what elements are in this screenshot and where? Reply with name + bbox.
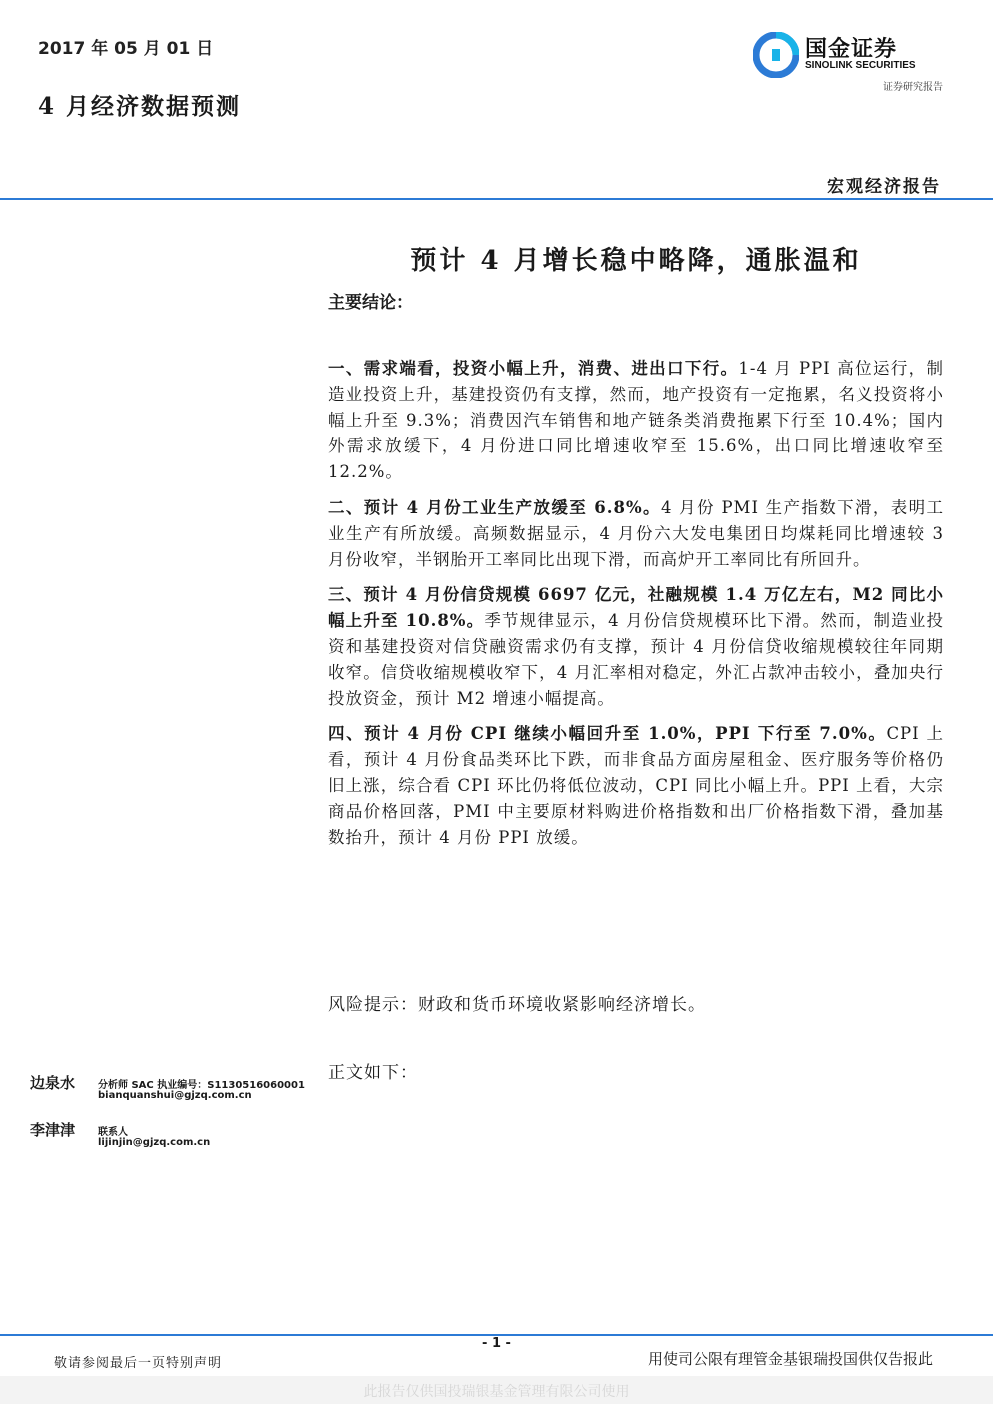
page-number: - 1 - bbox=[482, 1336, 511, 1351]
conclusions-body bbox=[328, 356, 944, 860]
logo-subtitle: 证券研究报告 bbox=[883, 82, 943, 93]
report-date: 2017 年 05 月 01 日 bbox=[38, 39, 214, 59]
conclusion-label: 主要结论： bbox=[328, 293, 413, 313]
paragraph-lead: 三、预计 4 月份信贷规模 6697 亿元，社融规模 1.4 万亿左右，M2 同比小幅上升至 10.8%。 bbox=[328, 585, 944, 631]
logo-name-en: SINOLINK SECURITIES bbox=[805, 60, 916, 71]
analyst-email[interactable]: bianquanshui@gjzq.com.cn bbox=[98, 1090, 252, 1101]
logo-name-cn: 国金证券 bbox=[805, 37, 898, 62]
main-text-label: 正文如下： bbox=[328, 1063, 418, 1083]
company-logo bbox=[753, 30, 943, 100]
footer-disclaimer: 敬请参阅最后一页特别声明 bbox=[54, 1356, 223, 1371]
risk-note: 风险提示：财政和货币环境收紧影响经济增长。 bbox=[328, 995, 706, 1015]
sinolink-logo-icon bbox=[753, 32, 799, 78]
conclusion-paragraph-1 bbox=[328, 356, 944, 485]
footer-right-text: 用使司公限有理管金基银瑞投国供仅告报此 bbox=[647, 1350, 933, 1368]
paragraph-text: 4 月份 PMI 生产指数下滑，表明工业生产有所放缓。高频数据显示，4 月份六大发电集团日均煤耗同比增速较 3 月份收窄，半钢胎开工率同比出现下滑，而高炉开工率同比有所回升。 bbox=[328, 497, 944, 569]
contact-name: 李津津 bbox=[30, 1121, 76, 1139]
report-category: 宏观经济报告 bbox=[827, 177, 941, 197]
conclusion-paragraph-3 bbox=[328, 582, 944, 711]
paragraph-lead: 四、预计 4 月份 CPI 继续小幅回升至 1.0%，PPI 下行至 7.0%。 bbox=[328, 724, 887, 744]
conclusion-paragraph-2 bbox=[328, 495, 944, 572]
paragraph-lead: 二、预计 4 月份工业生产放缓至 6.8%。 bbox=[328, 497, 661, 517]
paragraph-text: 1-4 月 PPI 高位运行，制造业投资上升，基建投资仍有支撑，然而，地产投资有一定拖累，名义投资将小幅上升至 9.3%；消费因汽车销售和地产链条类消费拖累下行至 10.4%；国内外需求放缓下，4 月份进口同比增速收窄至 15.6%，出口同比增速收窄至 12.2%。 bbox=[328, 359, 945, 482]
paragraph-lead: 一、需求端看，投资小幅上升，消费、进出口下行。 bbox=[328, 359, 739, 378]
header-divider bbox=[0, 198, 993, 200]
watermark-text: 此报告仅供国投瑞银基金管理有限公司使用 bbox=[363, 1384, 630, 1400]
contact-role: 联系人 bbox=[98, 1127, 128, 1138]
analyst-role: 分析师 SAC 执业编号：S1130516060001 bbox=[98, 1080, 305, 1091]
analyst-name: 边泉水 bbox=[30, 1074, 76, 1092]
conclusion-paragraph-4 bbox=[328, 721, 944, 850]
paragraph-text: 季节规律显示，4 月份信贷规模环比下滑。然而，制造业投资和基建投资对信贷融资需求仍有支撑，预计 4 月份信贷收缩规模较往年同期收窄。信贷收缩规模收窄下，4 月汇率相对稳定，外汇占款冲击较小，叠加央行投放资金，预计 M2 增速小幅提高。 bbox=[328, 611, 944, 708]
report-title: 4 月经济数据预测 bbox=[38, 93, 242, 120]
paragraph-text: CPI 上看，预计 4 月份食品类环比下跌，而非食品方面房屋租金、医疗服务等价格仍旧上涨，综合看 CPI 环比仍将低位波动，CPI 同比小幅上升。PPI 上看，大宗商品价格回落，PMI 中主要原材料购进价格指数和出厂价格指数下滑，叠加基数抬升，预计 4 月份 PPI 放缓。 bbox=[328, 724, 944, 847]
contact-email[interactable]: lijinjin@gjzq.com.cn bbox=[98, 1137, 211, 1148]
headline: 预计 4 月增长稳中略降，通胀温和 bbox=[410, 246, 862, 276]
